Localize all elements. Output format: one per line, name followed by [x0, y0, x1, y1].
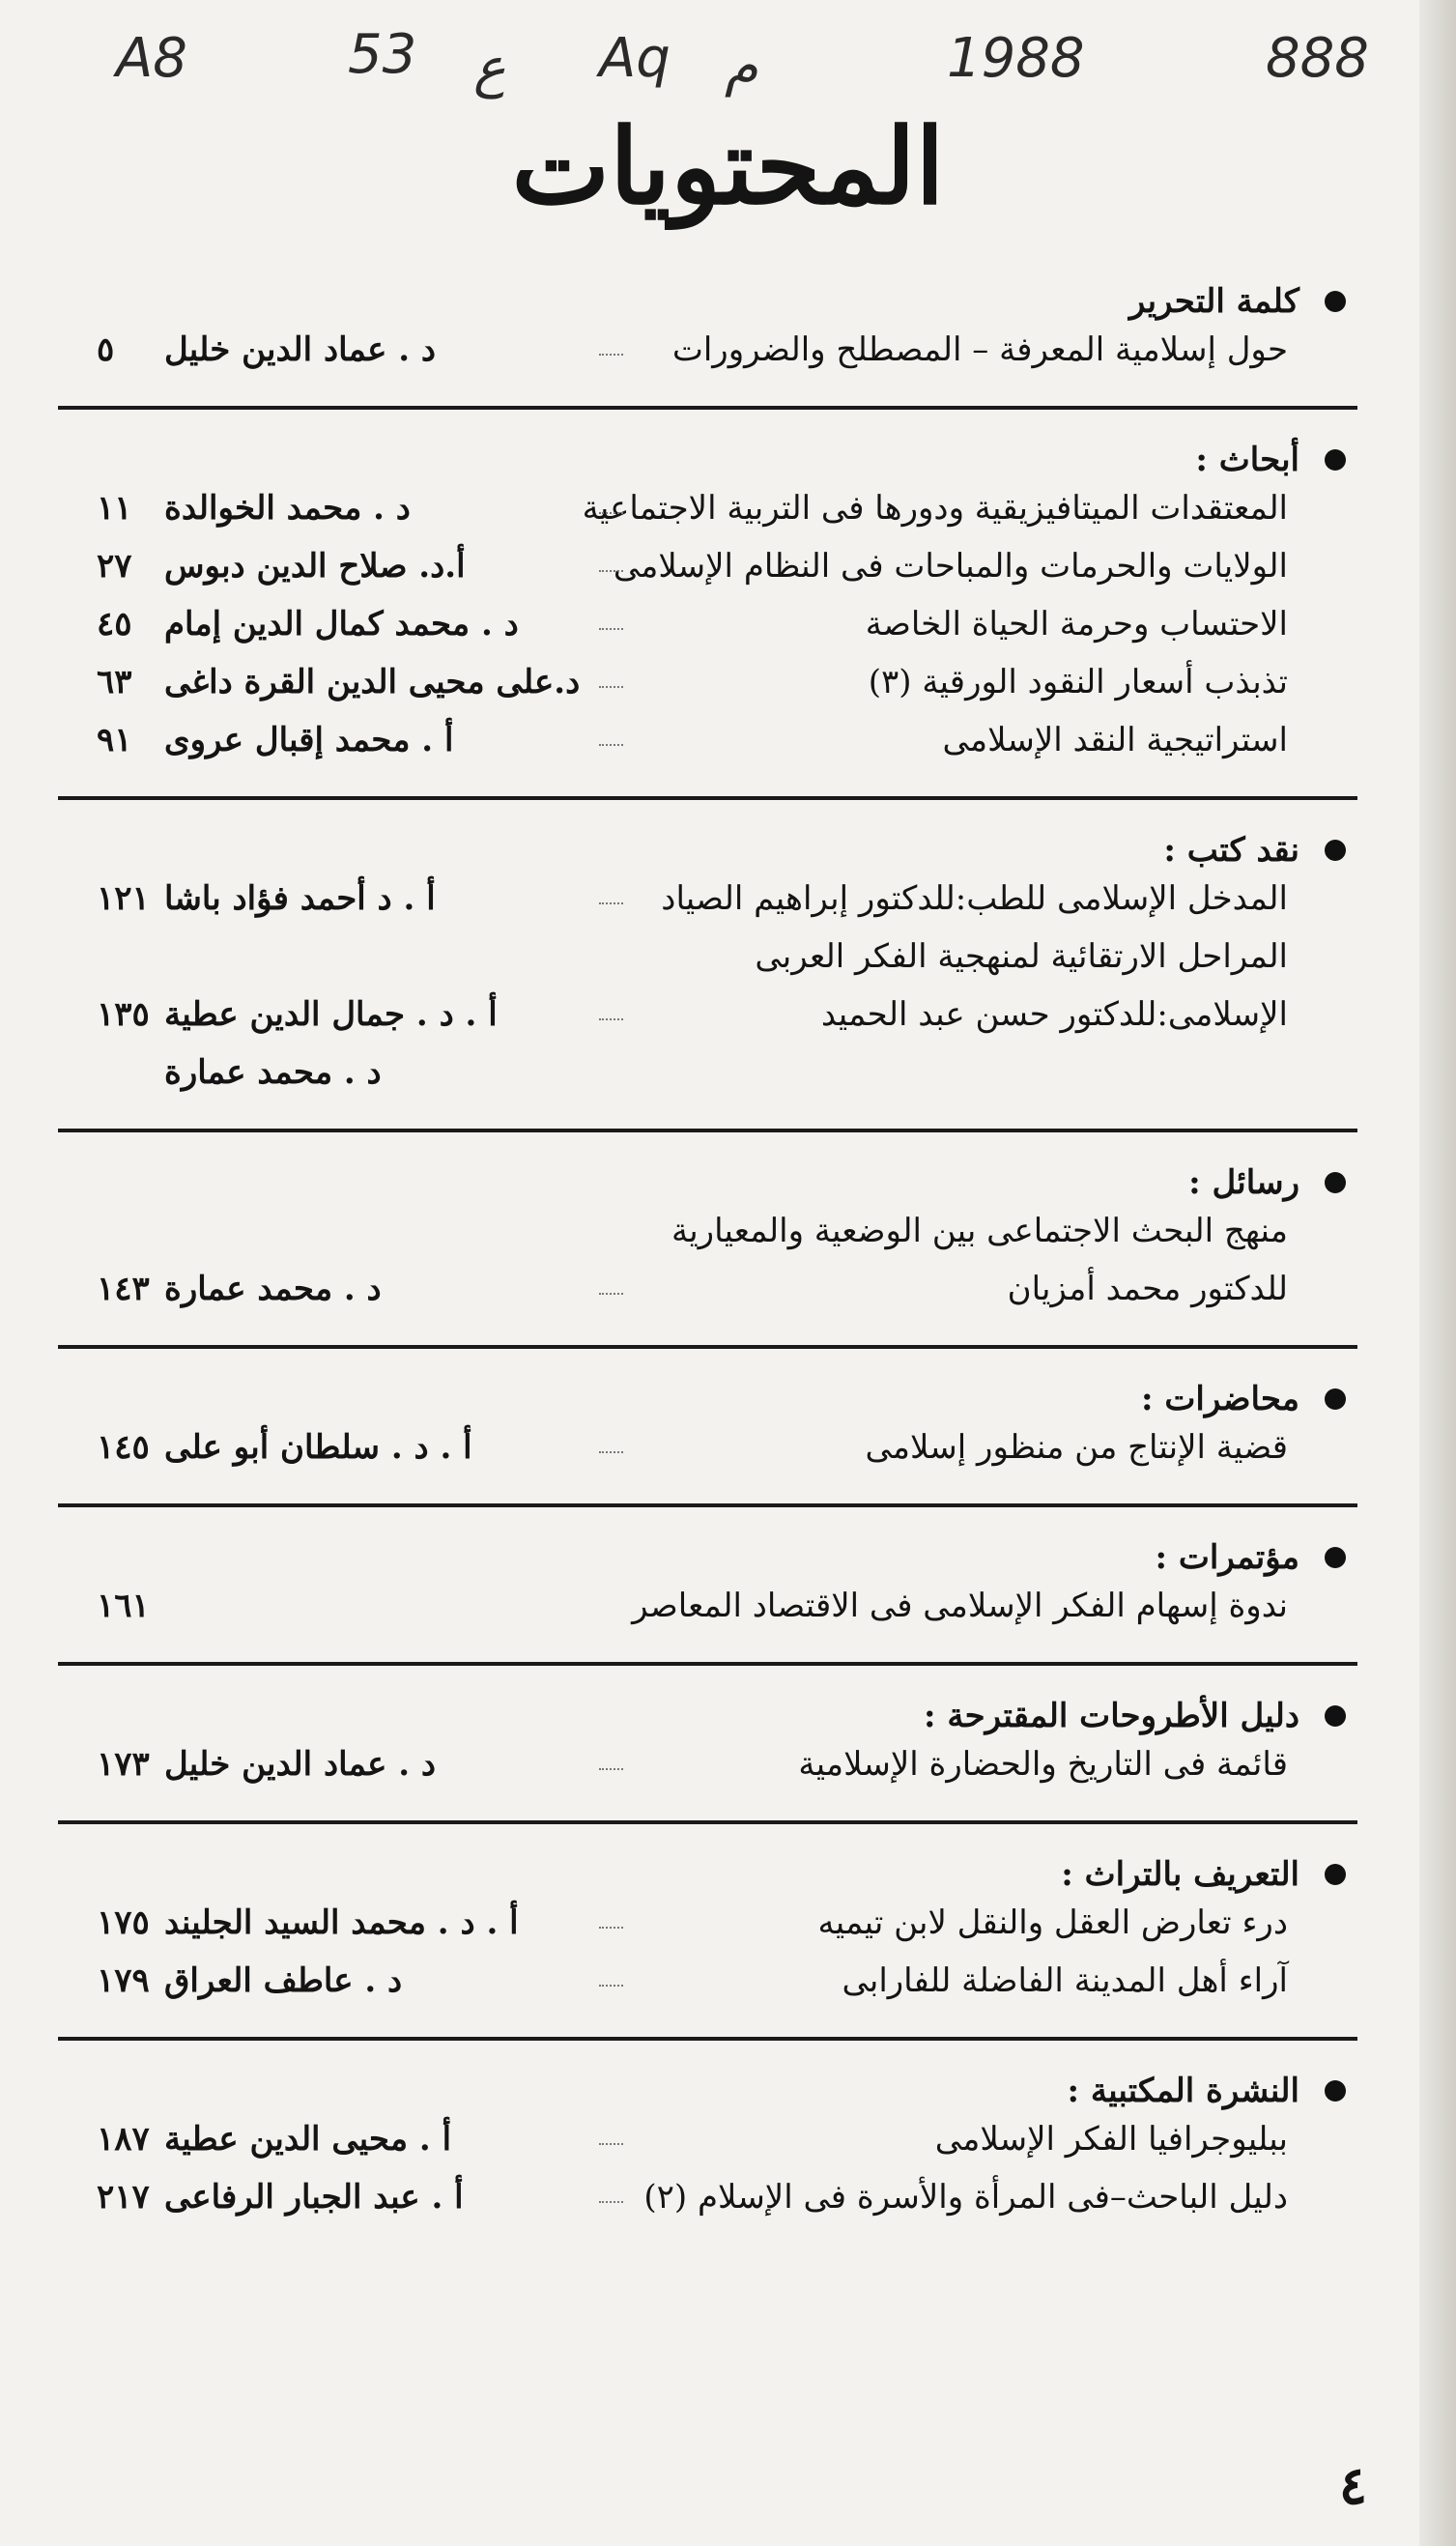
- toc-section: [58, 1662, 1357, 1820]
- toc-entry[interactable]: [58, 713, 1357, 771]
- toc-section: [58, 2037, 1357, 2253]
- bullet-icon: [1325, 1172, 1346, 1193]
- entry-author: أ . د . سلطان أبو على: [164, 1428, 472, 1467]
- leader-dots: [599, 1451, 623, 1453]
- entry-page: ١٧٥: [97, 1903, 150, 1942]
- entry-page: ١٧٩: [97, 1961, 150, 2000]
- section-heading-text: محاضرات :: [1141, 1380, 1299, 1418]
- entry-title: للدكتور محمد أمزيان: [1007, 1270, 1288, 1308]
- entry-title: تذبذب أسعار النقود الورقية (٣): [868, 663, 1288, 701]
- note-a: A8: [116, 27, 187, 90]
- leader-dots: [599, 1985, 623, 1987]
- bullet-icon: [1325, 1705, 1346, 1727]
- leader-dots: [599, 1768, 623, 1770]
- toc-entry[interactable]: [58, 1420, 1357, 1478]
- toc-entry[interactable]: [58, 2112, 1357, 2170]
- section-heading: [58, 829, 1357, 872]
- entry-title: الاحتساب وحرمة الحياة الخاصة: [865, 605, 1288, 644]
- entry-title: استراتيجية النقد الإسلامى: [942, 721, 1288, 759]
- entry-page: ١٨٧: [97, 2120, 150, 2159]
- entry-author: أ . عبد الجبار الرفاعى: [164, 2178, 464, 2217]
- entry-page: ٥: [97, 330, 115, 369]
- entry-title: الإسلامى:للدكتور حسن عبد الحميد: [820, 995, 1288, 1034]
- toc-entry[interactable]: [58, 655, 1357, 713]
- toc-section: [58, 406, 1357, 796]
- bullet-icon: [1325, 291, 1346, 312]
- toc-entry[interactable]: [58, 1737, 1357, 1795]
- leader-dots: [599, 686, 623, 688]
- section-heading: [58, 1695, 1357, 1737]
- page-edge: [1419, 0, 1456, 2546]
- entry-title: المعتقدات الميتافيزيقية ودورها فى التربية الاجتماعية: [582, 489, 1288, 528]
- entry-title: الولايات والحرمات والمباحات فى النظام الإسلامى: [613, 547, 1288, 586]
- section-heading-text: كلمة التحرير: [1128, 282, 1299, 321]
- leader-dots: [599, 1293, 623, 1295]
- entry-page: ١٤٥: [97, 1428, 150, 1467]
- toc-section: [58, 796, 1357, 1129]
- entry-author: د . محمد الخوالدة: [164, 489, 411, 528]
- entry-page: ٦٣: [97, 663, 132, 701]
- entry-author: د . عاطف العراق: [164, 1961, 403, 2000]
- bullet-icon: [1325, 1864, 1346, 1885]
- entry-author: د . محمد عمارة: [164, 1053, 382, 1092]
- section-heading: [58, 280, 1357, 323]
- toc-section: [58, 1345, 1357, 1503]
- toc-section: [58, 1503, 1357, 1662]
- leader-dots: [599, 1927, 623, 1929]
- section-heading-text: نقد كتب :: [1163, 831, 1299, 870]
- toc-entry[interactable]: [58, 987, 1357, 1045]
- entry-title: قضية الإنتاج من منظور إسلامى: [865, 1428, 1288, 1467]
- leader-dots: [599, 354, 623, 356]
- section-heading-text: رسائل :: [1188, 1163, 1299, 1202]
- entry-title: المدخل الإسلامى للطب:للدكتور إبراهيم الصياد: [661, 879, 1288, 918]
- entry-page: ١٤٣: [97, 1270, 150, 1308]
- entry-title: قائمة فى التاريخ والحضارة الإسلامية: [798, 1745, 1288, 1784]
- entry-page: ٤٥: [97, 605, 132, 644]
- toc-entry[interactable]: [58, 930, 1357, 987]
- note-b: 53: [348, 23, 417, 86]
- toc-entry[interactable]: [58, 2170, 1357, 2228]
- toc-entry[interactable]: [58, 323, 1357, 381]
- toc-entry[interactable]: [58, 1262, 1357, 1320]
- bullet-icon: [1325, 1547, 1346, 1568]
- section-heading: [58, 1161, 1357, 1204]
- entry-author: د.على محيى الدين القرة داغى: [164, 663, 581, 701]
- entry-title: درء تعارض العقل والنقل لابن تيميه: [817, 1903, 1288, 1942]
- toc-entry[interactable]: [58, 1579, 1357, 1637]
- leader-dots: [599, 628, 623, 630]
- note-c: ع: [473, 37, 506, 100]
- toc-section: [58, 1129, 1357, 1345]
- toc-section: [58, 1820, 1357, 2037]
- section-heading-text: أبحاث :: [1195, 441, 1299, 479]
- entry-title: آراء أهل المدينة الفاضلة للفارابى: [842, 1961, 1288, 2000]
- entry-page: ١٣٥: [97, 995, 150, 1034]
- toc-entry[interactable]: [58, 539, 1357, 597]
- leader-dots: [599, 570, 623, 572]
- note-g: 888: [1266, 27, 1369, 90]
- entry-title: المراحل الارتقائية لمنهجية الفكر العربى: [755, 937, 1288, 976]
- entry-author: د . عماد الدين خليل: [164, 1745, 437, 1784]
- toc-entry[interactable]: [58, 1896, 1357, 1954]
- toc-section: [58, 280, 1357, 406]
- page-title: المحتويات: [511, 106, 945, 228]
- leader-dots: [599, 902, 623, 904]
- section-heading: [58, 439, 1357, 481]
- leader-dots: [599, 744, 623, 746]
- entry-author: أ . د . محمد السيد الجليند: [164, 1903, 519, 1942]
- section-heading-text: النشرة المكتبية :: [1067, 2072, 1299, 2110]
- section-heading-text: مؤتمرات :: [1155, 1538, 1299, 1577]
- page-number: ٤: [1339, 2454, 1368, 2516]
- entry-author: أ . د أحمد فؤاد باشا: [164, 879, 436, 918]
- entry-author: أ . د . جمال الدين عطية: [164, 995, 498, 1034]
- section-heading: [58, 2070, 1357, 2112]
- toc-entry[interactable]: [58, 1954, 1357, 2012]
- toc-entry[interactable]: [58, 1204, 1357, 1262]
- entry-title: دليل الباحث–فى المرأة والأسرة فى الإسلام (٢): [643, 2178, 1288, 2217]
- bullet-icon: [1325, 840, 1346, 861]
- leader-dots: [599, 2201, 623, 2203]
- entry-title: منهج البحث الاجتماعى بين الوضعية والمعيارية: [671, 1212, 1288, 1250]
- entry-page: ١٦١: [97, 1587, 150, 1625]
- entry-author: د . عماد الدين خليل: [164, 330, 437, 369]
- leader-dots: [599, 512, 623, 514]
- entry-page: ١٧٣: [97, 1745, 150, 1784]
- entry-author: أ . محمد إقبال عروى: [164, 721, 454, 759]
- entry-author: أ.د. صلاح الدين دبوس: [164, 547, 466, 586]
- note-e: م: [725, 35, 758, 98]
- bullet-icon: [1325, 1388, 1346, 1410]
- section-heading: [58, 1378, 1357, 1420]
- toc-entry[interactable]: [58, 872, 1357, 930]
- entry-title: حول إسلامية المعرفة – المصطلح والضرورات: [671, 330, 1288, 369]
- entry-title: ببليوجرافيا الفكر الإسلامى: [934, 2120, 1288, 2159]
- bullet-icon: [1325, 449, 1346, 471]
- entry-page: ١١: [97, 489, 132, 528]
- bullet-icon: [1325, 2080, 1346, 2102]
- entry-author: أ . محيى الدين عطية: [164, 2120, 452, 2159]
- section-heading-text: دليل الأطروحات المقترحة :: [924, 1697, 1299, 1735]
- note-d: Aq: [599, 27, 671, 90]
- toc-entry[interactable]: [58, 1045, 1357, 1103]
- section-heading: [58, 1853, 1357, 1896]
- entry-author: د . محمد كمال الدين إمام: [164, 605, 519, 644]
- toc-entry[interactable]: [58, 481, 1357, 539]
- note-f: 1988: [947, 27, 1085, 90]
- entry-page: ١٢١: [97, 879, 150, 918]
- entry-page: ٩١: [97, 721, 132, 759]
- entry-page: ٢١٧: [97, 2178, 150, 2217]
- section-heading-text: التعريف بالتراث :: [1061, 1855, 1299, 1894]
- leader-dots: [599, 1018, 623, 1020]
- toc-entry[interactable]: [58, 597, 1357, 655]
- leader-dots: [599, 2143, 623, 2145]
- entry-author: د . محمد عمارة: [164, 1270, 382, 1308]
- section-heading: [58, 1536, 1357, 1579]
- table-of-contents: [58, 280, 1357, 2253]
- entry-page: ٢٧: [97, 547, 132, 586]
- entry-title: ندوة إسهام الفكر الإسلامى فى الاقتصاد المعاصر: [632, 1587, 1288, 1625]
